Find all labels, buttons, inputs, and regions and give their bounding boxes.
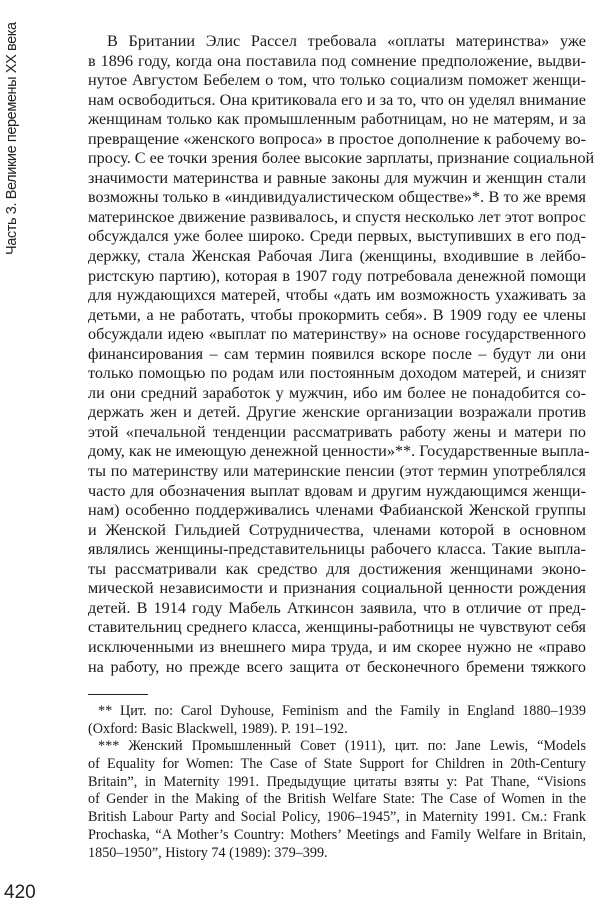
body-line: в 1896 году, когда она поставила под сомнение предположение, выдви- (88, 51, 586, 70)
body-line: держку, стала Женская Рабочая Лига (женщины, входившие в лейбо- (88, 247, 586, 266)
footnote-line: of Equality for Women: The Case of State Support for Children in 20th-Century (88, 756, 586, 773)
body-line: являлись женщины-представительницы рабочего класса. Такие выпла- (88, 540, 586, 559)
body-line: ли они средний заработок у мужчин, ибо им более не понадобится со- (88, 383, 586, 402)
footnote-divider (88, 694, 148, 695)
body-line: финансирования – сам термин появился вскоре после – будут ли они (88, 344, 586, 363)
footnotes (88, 703, 586, 862)
body-line: детьми, а не работать, чтобы прокормить себя». В 1909 году ее члены (88, 305, 586, 324)
footnote-line: Britain”, in Maternity 1991. Предыдущие цитаты взяты у: Pat Thane, “Visions (88, 773, 586, 790)
body-line: обсуждали идею «выплат по материнству» на основе государственного (88, 325, 586, 344)
body-line: на работу, но прежде всего защита от бесконечного бремени тяжкого (88, 657, 586, 676)
footnote-line: British Labour Party and Social Policy, 1906–1945”, in Maternity 1991. См.: Frank (88, 809, 586, 826)
body-line: дому, как не имеющую денежной ценности»**. Государственные выпла- (88, 442, 590, 461)
body-line: для нуждающихся матерей, чтобы «дать им возможность ухаживать за (88, 286, 586, 305)
body-line: В Британии Элис Рассел требовала «оплаты материнства» уже (107, 32, 586, 50)
footnote-line: Prochaska, “A Mother’s Country: Mothers’ Meetings and Family Welfare in Britain, (88, 826, 586, 843)
body-line: ставительниц среднего класса, женщины-работницы не чувствуют себя (88, 618, 586, 637)
body-line: часто для обозначения выплат вдовам и другим нуждающимся женщи- (88, 481, 586, 500)
body-line: исключенными из внешнего мира труда, и им скорее нужно не «право (88, 637, 586, 656)
body-line: и Женской Гильдией Сотрудничества, членами которой в основном (88, 520, 586, 539)
body-line: держать жен и детей. Другие женские организации возражали против (88, 403, 586, 422)
footnote-line: *** Женский Промышленный Совет (1911), цит. по: Jane Lewis, “Models (98, 738, 586, 755)
body-line: возможны только в «индивидуалистическом обществе»*. В то же время (88, 188, 586, 207)
footnote-line: of Gender in the Making of the British Welfare State: The Case of Women in the (88, 791, 586, 808)
body-line: превращение «женского вопроса» в простое дополнение к рабочему во- (88, 129, 586, 148)
body-line: этой «печальной тенденции рассматривать работу жены и матери по (88, 422, 586, 441)
footnote-line: ** Цит. по: Carol Dyhouse, Feminism and the Family in England 1880–1939 (98, 703, 586, 719)
body-line: нам освободиться. Она критиковала его и за то, что он уделял внимание (88, 90, 586, 109)
footnote-line: (Oxford: Basic Blackwell, 1989). P. 191–192. (88, 720, 348, 737)
running-head: Часть 3. Великие перемены XX века (4, 22, 20, 255)
body-line: значимости материнства и равные законы для мужчин и женщин стали (88, 168, 586, 187)
body-line: просу. С ее точки зрения более высокие зарплаты, признание социальной (88, 149, 595, 168)
body-line: ты рассматривали как средство для достижения женщинами эконо- (88, 559, 586, 578)
body-line: мической независимости и признания социальной ценности рождения (88, 579, 586, 598)
body-line: ристскую партию), которая в 1907 году потребовала денежной помощи (88, 266, 586, 285)
body-line: нам) особенно поддерживались членами Фабианской Женской группы (88, 501, 586, 520)
body-line: детей. В 1914 году Мабель Аткинсон заявила, что в отличие от пред- (88, 598, 586, 617)
body-line: нутое Августом Бебелем о том, что только социализм поможет женщи- (88, 71, 586, 90)
body-line: обсуждался уже более широко. Среди первых, выступивших в его под- (88, 227, 586, 246)
body-line: только помощью по родам или постоянным доходом матерей, и снизят (88, 364, 586, 383)
body-line: материнское движение развивалось, и спустя несколько лет этот вопрос (88, 207, 586, 226)
body-line: ты по материнству или материнские пенсии (этот термин употреблялся (88, 462, 586, 481)
body-line: женщинам только как промышленным работницам, но не матерям, и за (88, 110, 586, 129)
page-number: 420 (4, 882, 36, 903)
footnote-line: 1850–1950”, History 74 (1989): 379–399. (88, 844, 328, 861)
body-text (88, 32, 595, 677)
